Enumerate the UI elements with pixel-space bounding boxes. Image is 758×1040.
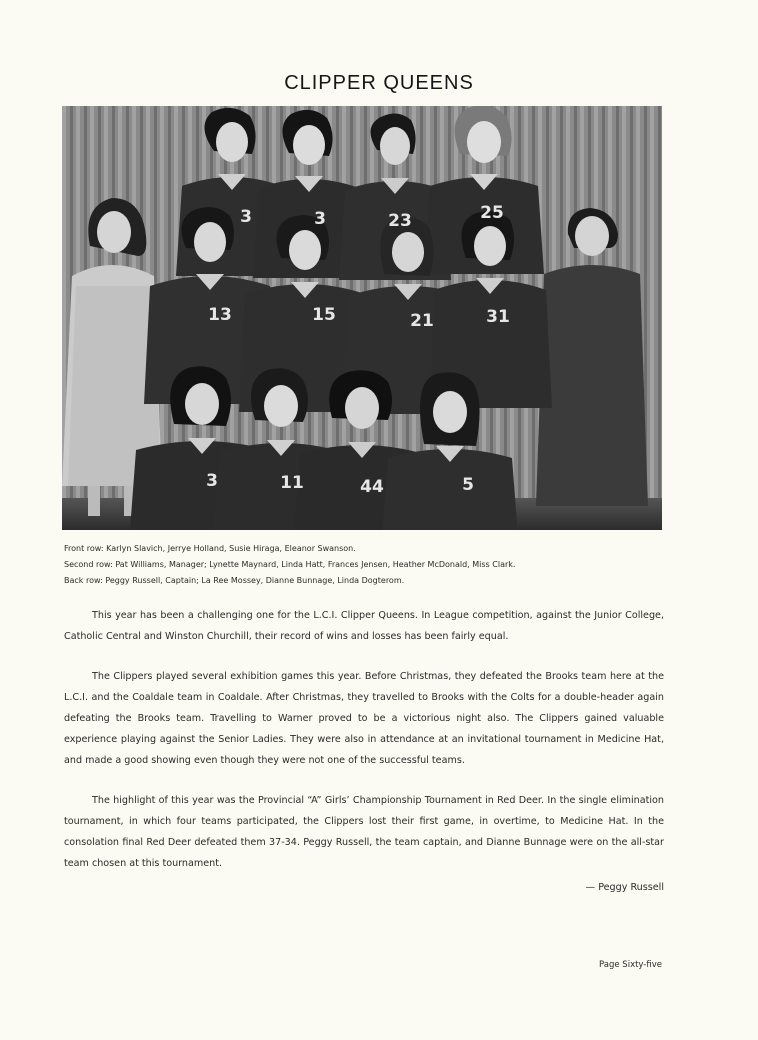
jersey-number: 44 <box>360 477 384 497</box>
jersey-number: 25 <box>480 203 504 223</box>
jersey-number: 31 <box>486 307 510 327</box>
team-photo <box>62 106 662 530</box>
jersey-number: 3 <box>240 207 252 227</box>
paragraph: The Clippers played several exhibition games this year. Before Christmas, they defeated the Brooks team here at the L.C.I. and the Coaldale team in Coaldale. After Christmas, they travelled to Brooks with the Colts for a double-header again defeating the Brooks team. Travelling to Warner proved to be a victorious night also. The Clippers gained valuable experience playing against the Senior Ladies. They were also in attendance at an invitational tournament in Medicine Hat, and made a good showing even though they were not one of the successful teams. <box>64 671 664 766</box>
caption-front-row: Front row: Karlyn Slavich, Jerrye Holland, Susie Hiraga, Eleanor Swanson. <box>64 544 356 553</box>
caption-back-row: Back row: Peggy Russell, Captain; La Ree Mossey, Dianne Bunnage, Linda Dogterom. <box>64 576 405 585</box>
jersey-number: 21 <box>410 311 434 331</box>
page-number: Page Sixty-five <box>599 960 662 970</box>
team-photo-image <box>62 106 662 530</box>
jersey-number: 23 <box>388 211 412 231</box>
author-signature: — Peggy Russell <box>585 882 664 893</box>
article-body <box>64 605 664 893</box>
photo-caption <box>64 541 704 589</box>
jersey-number: 3 <box>314 209 326 229</box>
page-title: CLIPPER QUEENS <box>284 72 474 94</box>
jersey-number: 15 <box>312 305 336 325</box>
jersey-number: 13 <box>208 305 232 325</box>
jersey-number: 5 <box>462 475 474 495</box>
jersey-number: 3 <box>206 471 218 491</box>
paragraph: The highlight of this year was the Provincial “A” Girls’ Championship Tournament in Red Deer. In the single elimination tournament, in which four teams participated, the Clippers lost their first game, in overtime, to Medicine Hat. In the consolation final Red Deer defeated them 37-34. Peggy Russell, the team captain, and Dianne Bunnage were on the all-star team chosen at this tournament. <box>64 795 664 869</box>
jersey-number: 11 <box>280 473 304 493</box>
paragraph: This year has been a challenging one for the L.C.I. Clipper Queens. In League competition, against the Junior College, Catholic Central and Winston Churchill, their record of wins and losses has been fairly equal. <box>64 610 664 642</box>
caption-second-row: Second row: Pat Williams, Manager; Lynette Maynard, Linda Hatt, Frances Jensen, Heather McDonald, Miss Clark. <box>64 560 516 569</box>
